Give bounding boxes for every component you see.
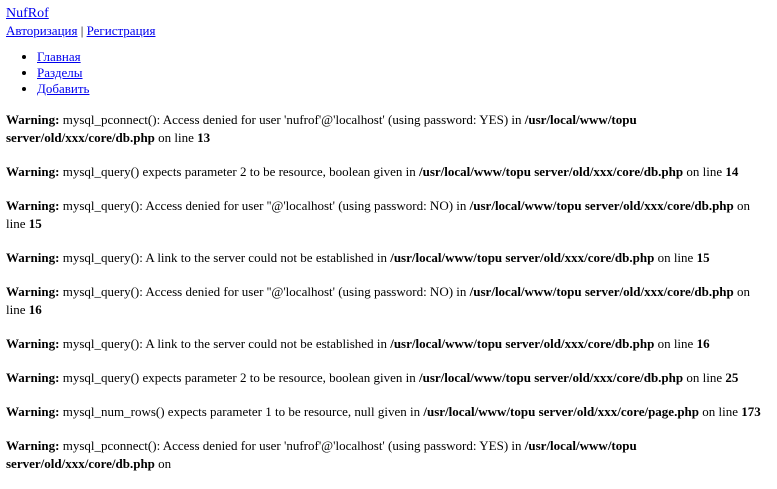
warning-on-line: on line [699, 404, 742, 419]
warning-line-number: 15 [696, 250, 710, 265]
warning-on-line: on line [654, 250, 697, 265]
warning-message [6, 111, 769, 147]
warning-message [6, 249, 769, 267]
warning-line-number: 25 [725, 370, 739, 385]
warning-label: Warning: [6, 284, 60, 299]
warning-line-number: 173 [741, 404, 761, 419]
warning-message [6, 403, 769, 421]
warning-message [6, 335, 769, 353]
warning-message [6, 437, 769, 473]
warning-line-number: 16 [696, 336, 710, 351]
auth-links [6, 22, 769, 39]
warning-text: mysql_query(): A link to the server could not be established in [59, 250, 391, 265]
warning-text: mysql_pconnect(): Access denied for user 'nufrof'@'localhost' (using password: YES) in [59, 438, 525, 453]
warning-file: /usr/local/www/topu server/old/xxx/core/db.php [419, 370, 684, 385]
warning-text: mysql_query(): Access denied for user ''@'localhost' (using password: NO) in [59, 284, 470, 299]
warning-file: /usr/local/www/topu server/old/xxx/core/db.php [6, 112, 637, 145]
nav-item-home [37, 49, 769, 65]
warning-file: /usr/local/www/topu server/old/xxx/core/db.php [469, 198, 734, 213]
warning-file: /usr/local/www/topu server/old/xxx/core/page.php [423, 404, 700, 419]
nav-item-sections [37, 65, 769, 81]
warning-label: Warning: [6, 164, 60, 179]
warning-file: /usr/local/www/topu server/old/xxx/core/db.php [469, 284, 734, 299]
warning-on-line: on line [154, 130, 198, 145]
warning-on-line: on [154, 456, 172, 471]
warning-line-number: 14 [725, 164, 739, 179]
warning-message [6, 369, 769, 387]
warning-text: mysql_pconnect(): Access denied for user 'nufrof'@'localhost' (using password: YES) in [59, 112, 525, 127]
warnings-list [6, 111, 769, 473]
warning-text: mysql_query() expects parameter 2 to be resource, boolean given in [59, 164, 420, 179]
register-link[interactable]: Регистрация [86, 23, 156, 38]
warning-label: Warning: [6, 336, 60, 351]
warning-file: /usr/local/www/topu server/old/xxx/core/db.php [419, 164, 684, 179]
warning-line-number: 13 [197, 130, 211, 145]
nav-link-add[interactable]: Добавить [37, 81, 90, 96]
login-link[interactable]: Авторизация [6, 23, 78, 38]
warning-on-line: on line [6, 198, 751, 231]
auth-separator: | [80, 23, 84, 38]
warning-message [6, 283, 769, 319]
warning-label: Warning: [6, 250, 60, 265]
warning-file: /usr/local/www/topu server/old/xxx/core/db.php [390, 336, 655, 351]
site-title-link[interactable]: NufRof [6, 6, 49, 21]
warning-label: Warning: [6, 438, 60, 453]
warning-line-number: 15 [28, 216, 42, 231]
warning-message [6, 197, 769, 233]
warning-text: mysql_query(): Access denied for user ''@'localhost' (using password: NO) in [59, 198, 470, 213]
warning-message [6, 163, 769, 181]
warning-on-line: on line [654, 336, 697, 351]
page-content [6, 5, 769, 489]
warning-text: mysql_query(): A link to the server could not be established in [59, 336, 391, 351]
nav-link-sections[interactable]: Разделы [37, 65, 83, 80]
warning-on-line: on line [683, 164, 726, 179]
warning-text: mysql_query() expects parameter 2 to be resource, boolean given in [59, 370, 420, 385]
warning-label: Warning: [6, 198, 60, 213]
warning-file: /usr/local/www/topu server/old/xxx/core/db.php [6, 438, 637, 471]
main-nav [6, 49, 769, 97]
warning-text: mysql_num_rows() expects parameter 1 to be resource, null given in [59, 404, 424, 419]
warning-on-line: on line [683, 370, 726, 385]
warning-line-number: 16 [28, 302, 42, 317]
warning-label: Warning: [6, 370, 60, 385]
warning-on-line: on line [6, 284, 751, 317]
warning-label: Warning: [6, 112, 60, 127]
nav-link-home[interactable]: Главная [37, 49, 81, 64]
nav-item-add [37, 81, 769, 97]
warning-file: /usr/local/www/topu server/old/xxx/core/db.php [390, 250, 655, 265]
warning-label: Warning: [6, 404, 60, 419]
